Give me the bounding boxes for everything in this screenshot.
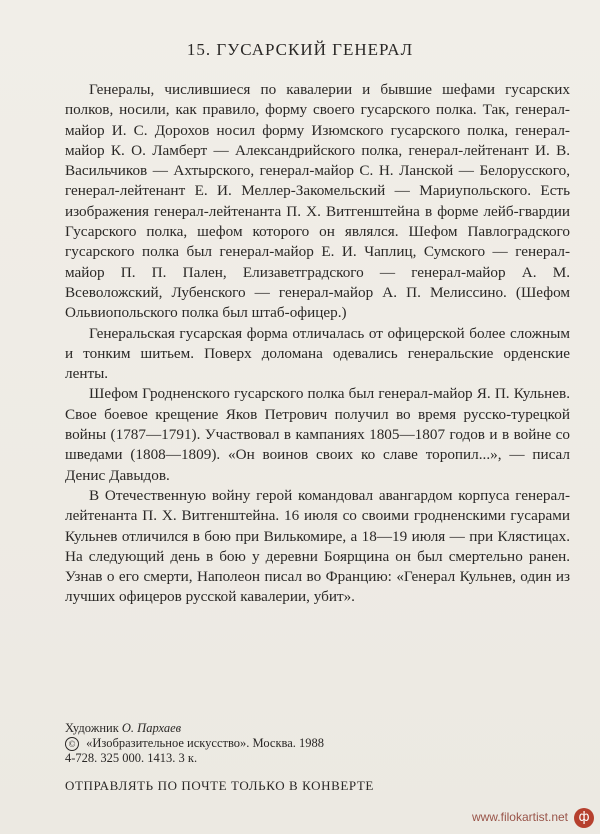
paragraph: Генеральская гусарская форма отличалась от офицерской более сложным и тонким шитьем. Поверх доломана одевались генеральские орденские ленты. (65, 324, 570, 383)
watermark-logo-icon: ф (574, 808, 594, 828)
print-info: 4-728. 325 000. 1413. 3 к. (65, 751, 198, 766)
paragraph: Шефом Гродненского гусарского полка был генерал-майор Я. П. Кульнев. Свое боевое крещение Яков Петрович получил во время русско-турецкой войны (1787—1791). Участвовал в кампаниях 1805—1807 годов и в войне со шведами (1808—1809). «Он воинов своих ко славе торопил...», — писал Денис Давыдов. (65, 385, 570, 484)
watermark-url: www.filokartist.net (471, 810, 568, 824)
artist-name: О. Пархаев (121, 721, 182, 735)
mail-note: ОТПРАВЛЯТЬ ПО ПОЧТЕ ТОЛЬКО В КОНВЕРТЕ (65, 778, 374, 793)
publisher-line (65, 736, 324, 751)
paragraph: Генералы, числившиеся по кавалерии и бывшие шефами гусарских полков, носили, как правило, форму своего гусарского полка. Так, генерал-майор И. С. Дорохов носил форму Изюмского гусарского полка, генерал-майор К. О. Ламберт — Александрийского полка, генерал-лейтенант И. В. Васильчиков — Ахтырского, генерал-майор С. Н. Ланской — Белорусского, генерал-лейтенант Е. И. Меллер-Закомельский — Мариупольского. Есть изображения генерал-лейтенанта П. Х. Витгенштейна в форме лейб-гвардии Гусарского полка, шефом которого он являлся. Шефом Павлоградского гусарского полка был генерал-майор Е. И. Чаплиц, Сумского — генерал-майор П. П. Пален, Елизаветградского — генерал-майор А. М. Всеволожский, Лубенского — генерал-майор А. П. Мелиссино. (Шефом Ольвиопольского полка был штаб-офицер.) (65, 81, 570, 322)
artist-label: Художник (65, 721, 119, 735)
publisher: «Изобразительное искусство». Москва. 1988 (86, 736, 325, 750)
artist-line (65, 721, 324, 736)
paragraph: В Отечественную войну герой командовал авангардом корпуса генерал-лейтенанта П. Х. Витгенштейна. 16 июля со своими гродненскими гусарами Кульнев отличился в бою при Вилькомире, а 18—19 июля — при Клястицах. На следующий день в бою у деревни Боярщина он был смертельно ранен. Узнав о его смерти, Наполеон писал во Францию: «Генерал Кульнев, один из лучших офицеров русской кавалерии, убит». (65, 486, 570, 606)
page-title: 15. ГУСАРСКИЙ ГЕНЕРАЛ (186, 40, 414, 59)
credits (65, 721, 324, 766)
body-text (65, 80, 570, 608)
copyright-icon: © (65, 737, 79, 751)
